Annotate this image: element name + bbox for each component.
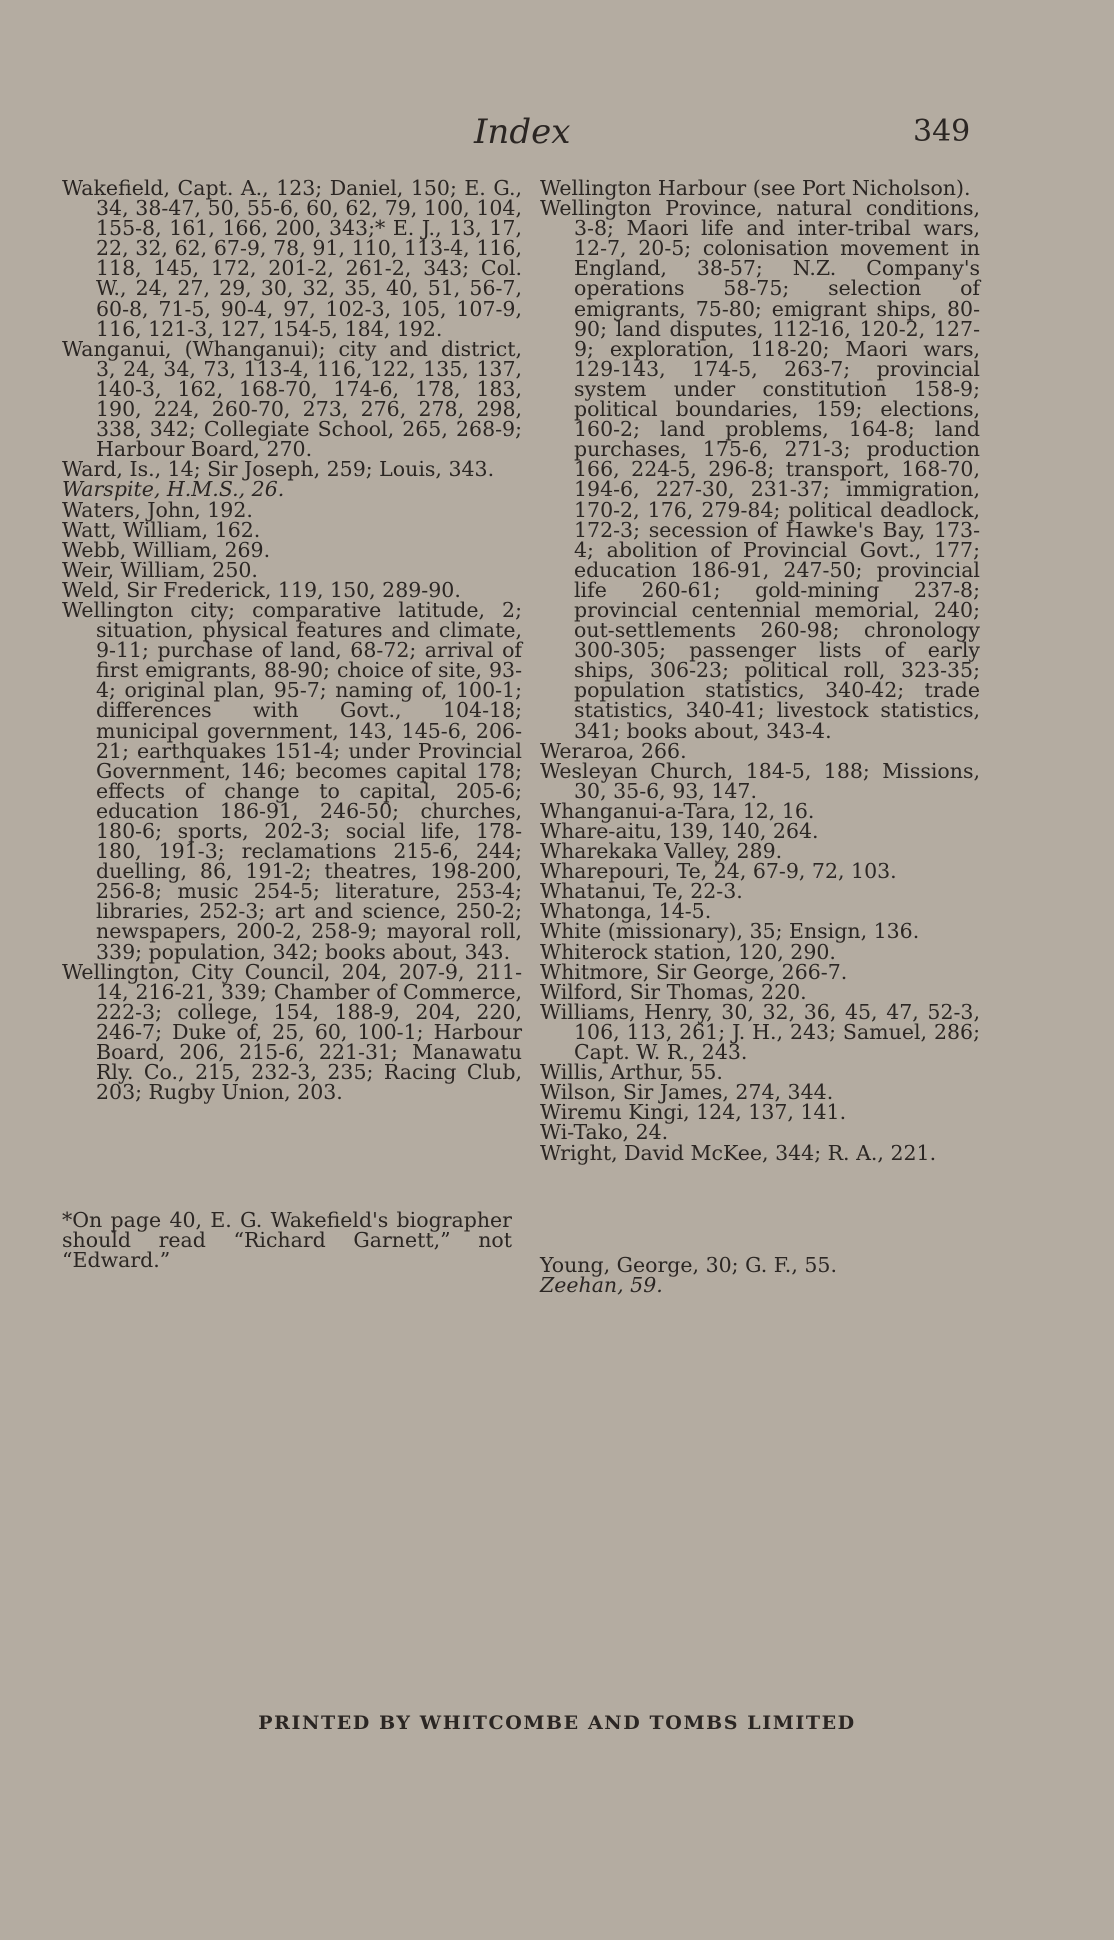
index-entry: Whare-aitu, 139, 140, 264. [540, 819, 819, 843]
index-entry: Wellington, City Council, 204, 207-9, 211-14, 216-21, 339; Chamber of Commerce, 222-3; college, 154, 188-9, 204, 220, 246-7; Duke of, 25, 60, 100-1; Harbour Board, 206, 215-6, 221-31; Manawatu Rly. Co., 215, 232-3, 235; Racing Club, 203; Rugby Union, 203. [62, 959, 522, 1105]
running-head-title: Index [474, 112, 571, 152]
index-entry: Williams, Henry, 30, 32, 36, 45, 47, 52-3, 106, 113, 261; J. H., 243; Samuel, 286; Capt. W. R., 243. [540, 999, 980, 1065]
index-entry: Ward, Is., 14; Sir Joseph, 259; Louis, 343. [62, 457, 495, 482]
index-entry: Wellington city; comparative latitude, 2; situation, physical features and climate, 9-11; purchase of land, 68-72; arrival of first emigrants, 88-90; choice of site, 93-4; original plan, 95-7; naming of, 100-1; differences with Govt., 104-18; municipal government, 143, 145-6, 206-21; earthquakes 151-4; under Provincial Government, 146; becomes capital 178; effects of change to capital, 205-6; education 186-91, 246-50; churches, 180-6; sports, 202-3; social life, 178-180, 191-3; reclamations 215-6, 244; duelling, 86, 191-2; theatres, 198-200, 256-8; music 254-5; literature, 253-4; libraries, 252-3; art and science, 250-2; newspapers, 200-2, 258-9; mayoral roll, 339; population, 342; books about, 343. [62, 597, 522, 964]
index-entry: Whatanui, Te, 22-3. [540, 879, 743, 904]
index-entry: Wellington Harbour (see Port Nicholson). [540, 176, 971, 200]
index-entry: Wilford, Sir Thomas, 220. [540, 979, 807, 1004]
index-entry: Webb, William, 269. [62, 537, 271, 562]
index-entry: Willis, Arthur, 55. [540, 1060, 723, 1085]
index-entry: Whanganui-a-Tara, 12, 16. [540, 798, 815, 823]
index-entry: Wharepouri, Te, 24, 67-9, 72, 103. [540, 859, 897, 884]
index-entry: Wilson, Sir James, 274, 344. [540, 1080, 834, 1105]
index-entry: Wesleyan Church, 184-5, 188; Missions, 30, 35-6, 93, 147. [540, 758, 980, 803]
index-column-right [540, 178, 980, 1163]
index-entry: Young, George, 30; G. F., 55. [540, 1253, 837, 1277]
index-entry: Waters, John, 192. [62, 497, 253, 522]
page-number: 349 [913, 114, 971, 149]
index-entry: Wi-Tako, 24. [540, 1120, 669, 1145]
index-entry: Whiterock station, 120, 290. [540, 939, 836, 964]
index-entry: Weraroa, 266. [540, 738, 687, 763]
index-entry: White (missionary), 35; Ensign, 136. [540, 919, 920, 944]
index-entry: Wharekaka Valley, 289. [540, 839, 783, 864]
index-entry: Watt, William, 162. [62, 517, 261, 542]
index-entry: Whatonga, 14-5. [540, 899, 712, 924]
index-entry: Wanganui, (Whanganui); city and district, 3, 24, 34, 73, 113-4, 116, 122, 135, 137, 140-3, 162, 168-70, 174-6, 178, 183, 190, 224, 260-70, 273, 276, 278, 298, 338, 342; Collegiate School, 265, 268-9; Harbour Board, 270. [62, 336, 522, 462]
index-entry: Wright, David McKee, 344; R. A., 221. [540, 1140, 937, 1165]
index-entry: Wellington Province, natural conditions, 3-8; Maori life and inter-tribal wars, 12-7, 20-5; colonisation movement in England, 38-57; N.Z. Company's operations 58-75; selection of emigrants, 75-80; emigrant ships, 80-90; land disputes, 112-16, 120-2, 127-9; exploration, 118-20; Maori wars, 129-143, 174-5, 263-7; provincial system under constitution 158-9; political boundaries, 159; elections, 160-2; land problems, 164-8; land purchases, 175-6, 271-3; production 166, 224-5, 296-8; transport, 168-70, 194-6, 227-30, 231-37; immigration, 170-2, 176, 279-84; political deadlock, 172-3; secession of Hawke's Bay, 173-4; abolition of Provincial Govt., 177; education 186-91, 247-50; provincial life 260-61; gold-mining 237-8; provincial centennial memorial, 240; out-settlements 260-98; chronology 300-305; passenger lists of early ships, 306-23; political roll, 323-35; population statistics, 340-42; trade statistics, 340-41; livestock statistics, 341; books about, 343-4. [540, 196, 980, 743]
index-entry: Wakefield, Capt. A., 123; Daniel, 150; E. G., 34, 38-47, 50, 55-6, 60, 62, 79, 100, 104, 155-8, 161, 166, 200, 343;* E. J., 13, 17, 22, 32, 62, 67-9, 78, 91, 110, 113-4, 116, 118, 145, 172, 201-2, 261-2, 343; Col. W., 24, 27, 29, 30, 32, 35, 40, 51, 56-7, 60-8, 71-5, 90-4, 97, 102-3, 105, 107-9, 116, 121-3, 127, 154-5, 184, 192. [62, 176, 522, 341]
index-entry: Warspite, H.M.S., 26. [62, 477, 285, 502]
footnote: *On page 40, E. G. Wakefield's biographer should read “Richard Garnett,” not “Edward.” [62, 1208, 512, 1273]
index-entry: Weir, William, 250. [62, 557, 258, 582]
index-entry: Whitmore, Sir George, 266-7. [540, 959, 848, 984]
printer-imprint: PRINTED BY WHITCOMBE AND TOMBS LIMITED [258, 1712, 856, 1734]
index-entry: Zeehan, 59. [540, 1273, 663, 1298]
index-entry: Wiremu Kingi, 124, 137, 141. [540, 1100, 847, 1125]
index-column-left [62, 176, 522, 1105]
index-entry: Weld, Sir Frederick, 119, 150, 289-90. [62, 577, 461, 602]
index-column-right-continued [540, 1253, 980, 1298]
